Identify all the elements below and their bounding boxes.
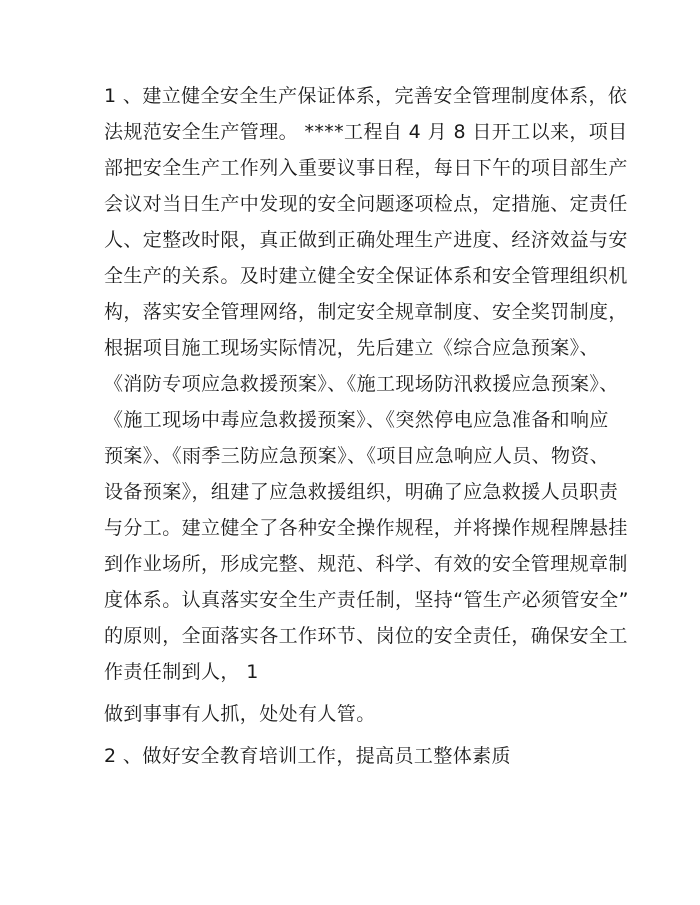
paragraph-1-line-3: 部把安全生产工作列入重要议事日程，每日下午的项目部生产 — [104, 157, 628, 179]
paragraph-1-line-16: 的原则，全面落实各工作环节、岗位的安全责任，确保安全工 — [104, 625, 628, 647]
paragraph-1-line-1: 1 、建立健全安全生产保证体系，完善安全管理制度体系，依 — [104, 85, 628, 107]
paragraph-1-line-2: 法规范安全生产管理。 ****工程自 4 月 8 日开工以来，项目 — [104, 121, 628, 143]
paragraph-1-line-15: 度体系。认真落实安全生产责任制，坚持“管生产必须管安全” — [104, 589, 629, 611]
paragraph-1-line-9: 《消防专项应急救援预案》、《施工现场防汛救援应急预案》、 — [104, 373, 619, 395]
paragraph-1-line-11: 预案》、《雨季三防应急预案》、《项目应急响应人员、物资、 — [104, 445, 610, 467]
paragraph-1-line-8: 根据项目施工现场实际情况，先后建立《综合应急预案》、 — [104, 337, 599, 359]
paragraph-2: 做到事事有人抓，处处有人管。 — [104, 703, 376, 725]
paragraph-1-line-14: 到作业场所，形成完整、规范、科学、有效的安全管理规章制 — [104, 553, 628, 575]
paragraph-1-line-17: 作责任制到人， 1 — [104, 661, 259, 683]
paragraph-1-line-6: 全生产的关系。及时建立健全安全保证体系和安全管理组织机 — [104, 265, 628, 287]
paragraph-1-line-12: 设备预案》，组建了应急救援组织，明确了应急救援人员职责 — [104, 481, 619, 503]
section-heading-2: 2 、做好安全教育培训工作，提高员工整体素质 — [104, 745, 511, 767]
paragraph-1-line-4: 会议对当日生产中发现的安全问题逐项检点，定措施、定责任 — [104, 193, 628, 215]
paragraph-1-line-10: 《施工现场中毒应急救援预案》、《突然停电应急准备和响应 — [104, 409, 609, 431]
paragraph-1-line-7: 构，落实安全管理网络，制定安全规章制度、安全奖罚制度， — [104, 301, 628, 323]
paragraph-1-line-5: 人、定整改时限，真正做到正确处理生产进度、经济效益与安 — [104, 229, 628, 251]
paragraph-1-line-13: 与分工。建立健全了各种安全操作规程，并将操作规程牌悬挂 — [104, 517, 628, 539]
